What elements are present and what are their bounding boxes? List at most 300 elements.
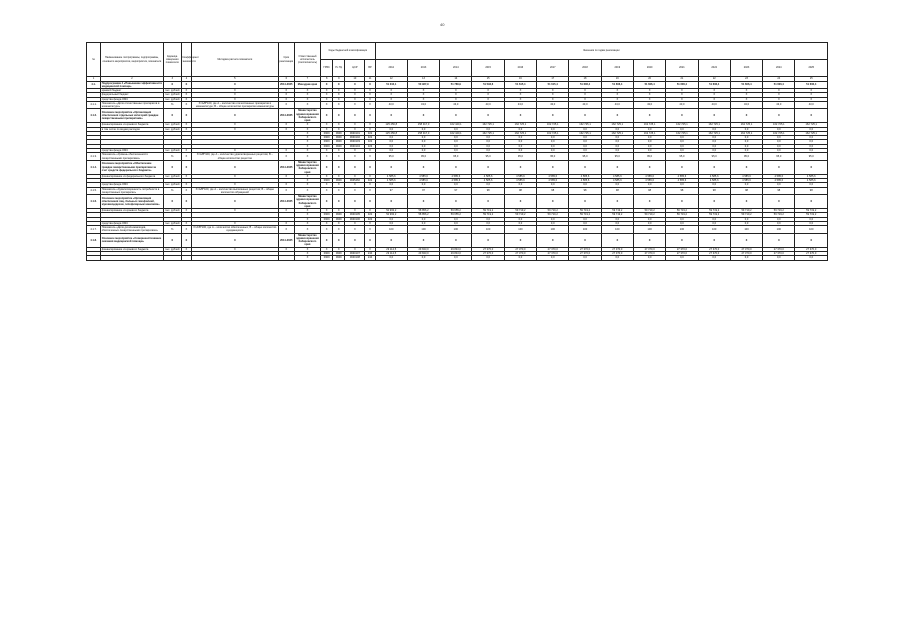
- column-number: 17: [537, 77, 569, 82]
- column-number: 16: [504, 77, 536, 82]
- cell-csr: 0930104: [345, 144, 365, 148]
- cell-year-value: 0,0: [633, 256, 665, 260]
- cell-unit: тыс. рублей: [165, 209, 180, 213]
- cell-year-value: 43,0: [440, 101, 472, 108]
- cell-year-value: X: [763, 88, 795, 92]
- cell-year-value: 100: [666, 226, 698, 233]
- cell-vr: X: [365, 233, 375, 247]
- cell-year-value: X: [633, 88, 665, 92]
- cell-unit: тыс. рублей: [165, 149, 180, 153]
- year-header: 2019: [601, 60, 633, 77]
- cell-year-value: X: [698, 97, 730, 101]
- cell-year-value: X: [569, 93, 601, 97]
- cell-year-value: 59 719,2: [504, 209, 536, 213]
- cell-rzpr: X: [333, 183, 345, 187]
- column-number: 10: [345, 77, 365, 82]
- cell-year-value: X: [440, 233, 472, 247]
- cell-coef: X: [181, 187, 191, 194]
- cell-period: X: [278, 209, 294, 213]
- cell-year-value: X: [407, 93, 439, 97]
- cell-name: [101, 256, 164, 260]
- cell-year-value: 98: [698, 187, 730, 194]
- cell-year-value: 0,0: [569, 140, 601, 144]
- cell-year-value: 0,0: [633, 144, 665, 148]
- cell-year-value: 51 606,4: [633, 81, 665, 88]
- cell-year-value: 100: [375, 226, 407, 233]
- cell-vr: 322: [365, 179, 375, 183]
- cell-year-value: 4 585,6: [730, 179, 762, 183]
- cell-year-value: X: [504, 195, 536, 209]
- table-row: [87, 226, 828, 233]
- cell-grbs: X: [321, 187, 333, 194]
- cell-method: X: [191, 81, 278, 88]
- cell-year-value: X: [601, 109, 633, 123]
- cell-year-value: 27 370,0: [698, 251, 730, 255]
- cell-method: Х=A/B*100, где А – количество выписанных рецептов; В – общее количество обращений: [191, 187, 278, 194]
- cell-year-value: X: [375, 195, 407, 209]
- cell-year-value: 27 370,0: [730, 247, 762, 251]
- cell-year-value: 162 725,1: [633, 131, 665, 135]
- cell-vr: 322: [365, 213, 375, 217]
- cell-executor: Министерство здравоохранения Хабаровского края: [296, 109, 319, 123]
- cell-year-value: 0,0: [666, 140, 698, 144]
- cell-method: X: [191, 127, 278, 131]
- cell-year-value: 27 370,0: [472, 247, 504, 251]
- cell-year-value: X: [763, 233, 795, 247]
- cell-csr: 0930106: [345, 217, 365, 221]
- cell-num: 4.1.1.: [87, 101, 101, 108]
- cell-year-value: X: [537, 93, 569, 97]
- cell-year-value: 27 370,0: [666, 251, 698, 255]
- cell-csr: X: [345, 97, 365, 101]
- cell-csr: X: [345, 93, 365, 97]
- cell-grbs: 0909: [321, 179, 333, 183]
- cell-year-value: 4 585,6: [601, 179, 633, 183]
- cell-year-value: 27 370,0: [698, 247, 730, 251]
- cell-year-value: 0,0: [440, 183, 472, 187]
- cell-vr: 322: [365, 131, 375, 135]
- col-values-group-header: Значения по годам реализации: [375, 43, 827, 60]
- cell-method: X: [191, 160, 278, 174]
- cell-year-value: 95,0: [440, 153, 472, 160]
- cell-year-value: X: [730, 93, 762, 97]
- column-number: 22: [698, 77, 730, 82]
- cell-year-value: 0,0: [537, 217, 569, 221]
- cell-year-value: 162 725,1: [504, 123, 536, 127]
- cell-num: 4.1.2.: [87, 109, 101, 123]
- cell-year-value: 59 719,2: [537, 209, 569, 213]
- cell-year-value: 4 585,6: [795, 174, 828, 178]
- cell-year-value: X: [504, 160, 536, 174]
- cell-name: Основное мероприятие «Организация обеспечения отдельных категорий граждан лекарственными препаратами»: [101, 109, 164, 123]
- cell-year-value: X: [569, 88, 601, 92]
- cell-year-value: 162 725,1: [730, 131, 762, 135]
- cell-vr: 244: [365, 251, 375, 255]
- cell-year-value: 98: [730, 187, 762, 194]
- cell-year-value: 95,0: [763, 153, 795, 160]
- column-number: 8: [321, 77, 333, 82]
- cell-year-value: 0,0: [633, 127, 665, 131]
- cell-executor: X: [294, 123, 320, 127]
- cell-grbs: X: [321, 127, 333, 131]
- cell-vr: X: [365, 88, 375, 92]
- column-number: 2: [101, 77, 164, 82]
- cell-year-value: 95,0: [537, 153, 569, 160]
- cell-csr: X: [345, 153, 365, 160]
- column-number: 14: [440, 77, 472, 82]
- cell-year-value: 0,0: [569, 256, 601, 260]
- cell-year-value: X: [633, 233, 665, 247]
- year-header: 2024: [763, 60, 795, 77]
- cell-year-value: 4 585,6: [504, 174, 536, 178]
- cell-year-value: 0,0: [601, 127, 633, 131]
- cell-coef: X: [181, 195, 191, 209]
- cell-year-value: 43,0: [472, 101, 504, 108]
- cell-year-value: 59 719,2: [730, 213, 762, 217]
- cell-vr: X: [365, 247, 375, 251]
- cell-year-value: 162 725,1: [698, 123, 730, 127]
- cell-rzpr: X: [333, 187, 345, 194]
- cell-year-value: X: [633, 109, 665, 123]
- cell-vr: X: [365, 153, 375, 160]
- cell-method: X: [191, 109, 278, 123]
- cell-year-value: X: [472, 88, 504, 92]
- cell-year-value: 0,0: [375, 140, 407, 144]
- cell-year-value: X: [666, 160, 698, 174]
- cell-period: 2014-2025: [278, 195, 294, 209]
- cell-year-value: 0,0: [537, 183, 569, 187]
- cell-vr: X: [365, 209, 375, 213]
- cell-year-value: 0,0: [472, 183, 504, 187]
- cell-year-value: 0,0: [504, 221, 536, 225]
- cell-year-value: 0,0: [730, 136, 762, 140]
- cell-year-value: 158 917,0: [407, 131, 439, 135]
- cell-csr: X: [345, 101, 365, 108]
- cell-year-value: 43,0: [504, 101, 536, 108]
- cell-year-value: 50 927,9: [407, 81, 439, 88]
- cell-num: 4.1.5.: [87, 187, 101, 194]
- table-row: [87, 256, 828, 260]
- cell-csr: X: [345, 195, 365, 209]
- cell-year-value: X: [795, 160, 828, 174]
- cell-executor: X: [294, 149, 320, 153]
- cell-csr: X: [345, 123, 365, 127]
- cell-year-value: 29 843,0: [407, 247, 439, 251]
- cell-year-value: X: [795, 93, 828, 97]
- cell-year-value: 0,0: [472, 136, 504, 140]
- cell-year-value: 0,0: [601, 221, 633, 225]
- cell-year-value: X: [730, 109, 762, 123]
- cell-year-value: 100: [763, 226, 795, 233]
- cell-year-value: X: [633, 97, 665, 101]
- cell-year-value: 0,0: [375, 217, 407, 221]
- year-header: 2012: [375, 60, 407, 77]
- cell-year-value: 0,0: [504, 183, 536, 187]
- cell-year-value: X: [375, 97, 407, 101]
- table-row: [87, 233, 828, 247]
- cell-rzpr: 0909: [333, 217, 345, 221]
- cell-period: X: [278, 153, 294, 160]
- cell-grbs: 0909: [321, 256, 333, 260]
- cell-rzpr: X: [333, 149, 345, 153]
- cell-rzpr: 0909: [333, 256, 345, 260]
- cell-executor: X: [294, 226, 320, 233]
- cell-period: X: [278, 97, 294, 101]
- cell-year-value: 43,0: [537, 101, 569, 108]
- cell-executor: X: [294, 144, 320, 148]
- column-number: 25: [795, 77, 828, 82]
- cell-year-value: 0,0: [407, 136, 439, 140]
- cell-year-value: 0,0: [730, 217, 762, 221]
- cell-vr: X: [365, 101, 375, 108]
- cell-unit: [163, 256, 181, 260]
- cell-executor: X: [294, 97, 320, 101]
- cell-year-value: 59 719,2: [472, 209, 504, 213]
- cell-year-value: 27 370,0: [537, 247, 569, 251]
- cell-year-value: 95,0: [504, 153, 536, 160]
- cell-name: финансирование из краевого бюджета: [101, 123, 164, 127]
- table-row: [87, 101, 828, 108]
- cell-executor: X: [294, 127, 320, 131]
- cell-executor: X: [294, 131, 320, 135]
- cell-coef: X: [181, 127, 191, 131]
- cell-year-value: 59 655,2: [440, 213, 472, 217]
- cell-year-value: 162 725,1: [666, 131, 698, 135]
- cell-name: средства фонда ОМС: [101, 149, 164, 153]
- cell-rzpr: 0909: [333, 140, 345, 144]
- cell-year-value: 59 719,2: [763, 209, 795, 213]
- cell-year-value: 27 370,0: [730, 251, 762, 255]
- cell-year-value: 98: [666, 187, 698, 194]
- cell-year-value: 0,0: [795, 127, 828, 131]
- cell-method: X: [191, 123, 278, 127]
- cell-year-value: X: [763, 93, 795, 97]
- cell-csr: X: [345, 187, 365, 194]
- cell-year-value: 27 370,0: [601, 251, 633, 255]
- cell-year-value: 0,0: [601, 149, 633, 153]
- cell-year-value: 95,0: [569, 153, 601, 160]
- cell-year-value: 162 725,1: [537, 131, 569, 135]
- cell-year-value: 98: [795, 187, 828, 194]
- cell-period: 2014-2025: [278, 81, 294, 88]
- cell-year-value: X: [375, 93, 407, 97]
- col-method-header: Методика расчета показателя: [191, 43, 278, 77]
- cell-year-value: 0,0: [730, 221, 762, 225]
- col-unit-header: Единица измерения показателя: [163, 43, 181, 77]
- cell-year-value: 0,0: [440, 217, 472, 221]
- column-number: 18: [569, 77, 601, 82]
- cell-grbs: X: [321, 81, 333, 88]
- cell-year-value: 0,0: [504, 144, 536, 148]
- cell-year-value: 0,0: [407, 140, 439, 144]
- cell-rzpr: 0909: [333, 179, 345, 183]
- cell-coef: [181, 256, 191, 260]
- cell-year-value: 0,0: [795, 136, 828, 140]
- cell-year-value: 162 725,1: [601, 123, 633, 127]
- cell-year-value: 162 725,1: [763, 123, 795, 127]
- cell-year-value: 0,0: [763, 221, 795, 225]
- cell-year-value: 0,0: [633, 136, 665, 140]
- cell-year-value: 98: [601, 187, 633, 194]
- cell-csr: X: [345, 233, 365, 247]
- cell-year-value: X: [763, 160, 795, 174]
- cell-year-value: 43,0: [666, 101, 698, 108]
- cell-year-value: 162 725,1: [795, 131, 828, 135]
- cell-year-value: 27 370,0: [633, 247, 665, 251]
- cell-executor: X: [294, 174, 320, 178]
- cell-year-value: 0,0: [730, 144, 762, 148]
- cell-num: 4.1.7.: [87, 226, 101, 233]
- cell-year-value: X: [601, 93, 633, 97]
- cell-year-value: 100: [601, 226, 633, 233]
- year-header: 2022: [698, 60, 730, 77]
- cell-year-value: 4 585,6: [375, 174, 407, 178]
- cell-year-value: 4 585,6: [698, 179, 730, 183]
- cell-year-value: 162 725,1: [633, 123, 665, 127]
- cell-year-value: 51 606,4: [795, 81, 828, 88]
- cell-year-value: 98: [537, 187, 569, 194]
- cell-year-value: X: [795, 195, 828, 209]
- cell-vr: X: [365, 149, 375, 153]
- cell-grbs: 0909: [321, 140, 333, 144]
- cell-year-value: 95,0: [730, 153, 762, 160]
- cell-year-value: 95,0: [601, 153, 633, 160]
- cell-year-value: 43,0: [795, 101, 828, 108]
- cell-csr: 0930103: [345, 140, 365, 144]
- cell-year-value: 162 725,1: [504, 131, 536, 135]
- cell-year-value: 0,0: [666, 127, 698, 131]
- cell-csr: 0930107: [345, 251, 365, 255]
- cell-method: Х=A/B*100, где А – количество обеспеченных; В – общее количество нуждающихся: [193, 226, 277, 233]
- cell-grbs: X: [321, 195, 333, 209]
- program-table: [86, 42, 828, 261]
- cell-grbs: X: [321, 226, 333, 233]
- cell-vr: 323: [365, 144, 375, 148]
- cell-year-value: 0,0: [407, 256, 439, 260]
- cell-year-value: 29 112,5: [375, 247, 407, 251]
- cell-year-value: X: [698, 109, 730, 123]
- cell-year-value: 0,0: [537, 256, 569, 260]
- cell-grbs: X: [321, 101, 333, 108]
- cell-num: 4.1.3.: [87, 153, 101, 160]
- cell-year-value: X: [504, 88, 536, 92]
- cell-year-value: 59 719,2: [666, 209, 698, 213]
- cell-year-value: X: [537, 109, 569, 123]
- cell-year-value: X: [601, 160, 633, 174]
- cell-year-value: X: [537, 160, 569, 174]
- cell-year-value: 0,0: [633, 140, 665, 144]
- cell-year-value: 97: [440, 187, 472, 194]
- cell-rzpr: 0909: [333, 131, 345, 135]
- column-number: 9: [333, 77, 345, 82]
- year-header: 2020: [633, 60, 665, 77]
- cell-rzpr: X: [333, 93, 345, 97]
- cell-year-value: 0,0: [537, 140, 569, 144]
- cell-year-value: X: [407, 109, 439, 123]
- cell-name: финансирование из краевого бюджета: [101, 209, 164, 213]
- cell-year-value: 51 592,6: [472, 81, 504, 88]
- cell-year-value: X: [569, 233, 601, 247]
- cell-csr: 0935460: [345, 179, 365, 183]
- cell-year-value: 43,0: [698, 101, 730, 108]
- cell-year-value: 162 725,1: [472, 131, 504, 135]
- cell-year-value: 98: [763, 187, 795, 194]
- column-number: 6: [278, 77, 294, 82]
- cell-year-value: 0,0: [472, 256, 504, 260]
- cell-unit: тыс. рублей: [165, 221, 180, 225]
- cell-grbs: X: [321, 93, 333, 97]
- cell-year-value: 162 725,1: [763, 131, 795, 135]
- cell-grbs: X: [321, 123, 333, 127]
- cell-year-value: 0,0: [666, 183, 698, 187]
- cell-year-value: 0,0: [698, 149, 730, 153]
- cell-unit: X: [163, 160, 181, 174]
- cell-year-value: 0,0: [569, 183, 601, 187]
- cell-executor: X: [294, 213, 320, 217]
- cell-name: финансирование из краевого бюджета: [101, 247, 164, 251]
- cell-coef: X: [181, 93, 191, 97]
- cell-year-value: 29 843,0: [440, 251, 472, 255]
- cell-year-value: 51 606,4: [569, 81, 601, 88]
- cell-grbs: X: [321, 153, 333, 160]
- column-number: 4: [181, 77, 191, 82]
- cell-rzpr: X: [333, 209, 345, 213]
- cell-year-value: 0,0: [601, 136, 633, 140]
- cell-year-value: 0,0: [569, 217, 601, 221]
- cell-year-value: X: [537, 97, 569, 101]
- cell-vr: X: [365, 183, 375, 187]
- cell-year-value: 95,0: [472, 153, 504, 160]
- cell-num: [87, 256, 101, 260]
- cell-year-value: 4 585,6: [407, 174, 439, 178]
- cell-unit: %: [163, 226, 181, 233]
- cell-grbs: X: [321, 174, 333, 178]
- cell-rzpr: X: [333, 160, 345, 174]
- cell-vr: X: [365, 81, 375, 88]
- cell-year-value: X: [698, 160, 730, 174]
- cell-unit: тыс. рублей: [165, 174, 180, 178]
- cell-unit: X: [163, 233, 181, 247]
- cell-grbs: X: [321, 221, 333, 225]
- cell-unit: тыс. рублей: [165, 93, 180, 97]
- cell-year-value: 4 585,6: [633, 174, 665, 178]
- cell-year-value: 4 585,6: [537, 179, 569, 183]
- cell-year-value: X: [795, 88, 828, 92]
- cell-year-value: 27 370,0: [763, 247, 795, 251]
- cell-year-value: 0,0: [763, 217, 795, 221]
- cell-year-value: 43,0: [730, 101, 762, 108]
- cell-year-value: 100: [537, 226, 569, 233]
- cell-year-value: 100: [633, 226, 665, 233]
- cell-unit: тыс. рублей: [165, 127, 180, 131]
- cell-year-value: 0,0: [633, 217, 665, 221]
- cell-year-value: 29 843,0: [407, 251, 439, 255]
- cell-num: 4.1.4.: [87, 160, 101, 174]
- cell-rzpr: 0909: [333, 251, 345, 255]
- cell-year-value: 162 725,1: [569, 131, 601, 135]
- cell-year-value: X: [666, 109, 698, 123]
- cell-year-value: 0,0: [763, 183, 795, 187]
- cell-year-value: 95,0: [407, 153, 439, 160]
- table-body: [87, 81, 828, 260]
- cell-name: Подпрограмма 4 «Повышение эффективности медицинской помощи»: [101, 81, 162, 88]
- cell-year-value: 0,0: [375, 183, 407, 187]
- cell-year-value: 43,0: [763, 101, 795, 108]
- cell-year-value: X: [407, 233, 439, 247]
- cell-year-value: 51 780,9: [440, 81, 472, 88]
- cell-name: средства фонда ОМС: [101, 221, 164, 225]
- cell-year-value: 0,0: [698, 221, 730, 225]
